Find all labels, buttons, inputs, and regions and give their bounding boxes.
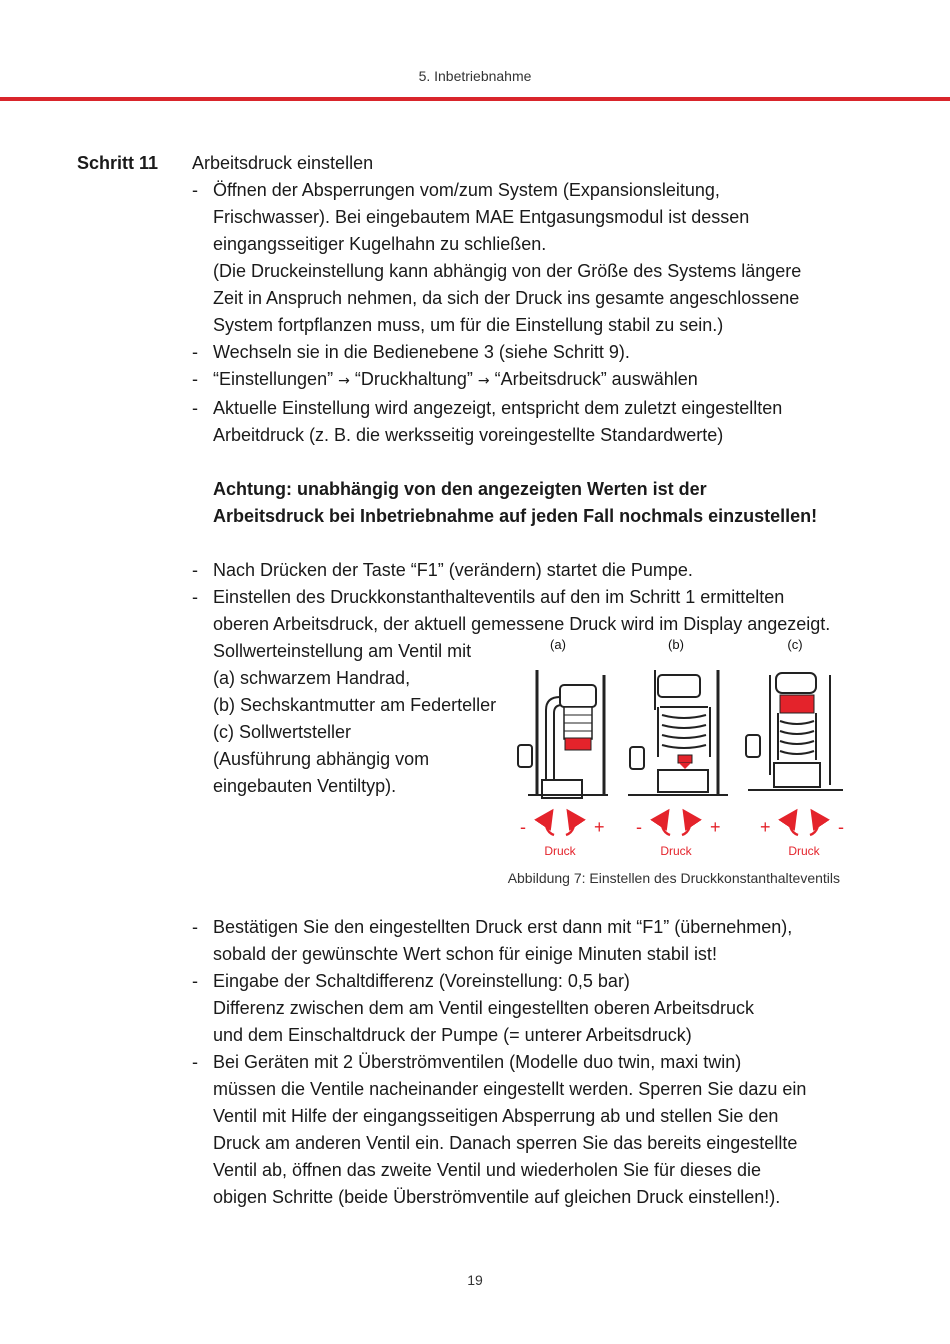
druck-label: Druck [788, 844, 820, 858]
text-line: Wechseln sie in die Bedienebene 3 (siehe Schritt 9). [213, 342, 630, 362]
text-line: (Ausführung abhängig vom [213, 749, 430, 769]
text-line: (c) Sollwertsteller [213, 722, 352, 742]
sign-right: + [594, 817, 605, 837]
setpoint-description [213, 638, 513, 800]
text-line: Differenz zwischen dem am Ventil eingestellten oberen Arbeitsdruck [213, 998, 754, 1018]
panel-label: (c) [787, 637, 803, 652]
step-content [192, 150, 882, 1211]
valve-b-illustration [628, 637, 728, 795]
text-line: Frischwasser). Bei eingebautem MAE Entgasungsmodul ist dessen [213, 207, 750, 227]
list-item: - Eingabe der Schaltdifferenz (Voreinstellung: 0,5 bar) Differenz zwischen dem am Ventil eingestellten oberen Arbeitsdruck und dem Einschaltdruck der Pumpe (= unterer Arbeitsdruck) [192, 968, 882, 1049]
text-line: eingangsseitiger Kugelhahn zu schließen. [213, 234, 547, 254]
list-item: - Wechseln sie in die Bedienebene 3 (siehe Schritt 9). [192, 339, 882, 366]
page-number: 19 [467, 1272, 483, 1288]
text-line: Bei Geräten mit 2 Überströmventilen (Modelle duo twin, maxi twin) [213, 1052, 742, 1072]
text-line: Öffnen der Absperrungen vom/zum System (Expansionsleitung, [213, 180, 720, 200]
text-line: Arbeitsdruck bei Inbetriebnahme auf jeden Fall nochmals einzustellen! [213, 506, 818, 526]
text-line: sobald der gewünschte Wert schon für einige Minuten stabil ist! [213, 944, 717, 964]
arrow-right-icon: → [477, 373, 490, 389]
text-line: Ventil ab, öffnen das zweite Ventil und wiederholen Sie für dieses die [213, 1160, 762, 1180]
list-item: - “Einstellungen” → “Druckhaltung” → “Arbeitsdruck” auswählen [192, 366, 882, 395]
running-header: 5. Inbetriebnahme [418, 68, 532, 84]
sign-left: + [760, 817, 771, 837]
valve-a-illustration [518, 637, 608, 798]
panel-label: (b) [668, 637, 684, 652]
menu-path: “Einstellungen” → “Druckhaltung” → “Arbeitsdruck” auswählen [213, 369, 698, 389]
figure-row [192, 638, 882, 868]
rotation-indicator-b [636, 817, 721, 858]
sign-left: - [520, 817, 526, 837]
valve-c-illustration [746, 637, 843, 790]
text-line: obigen Schritte (beide Überströmventile auf gleichen Druck einstellen!). [213, 1187, 781, 1207]
text-line: Bestätigen Sie den eingestellten Druck erst dann mit “F1” (übernehmen), [213, 917, 793, 937]
text-line: System fortpflanzen muss, um für die Einstellung stabil zu sein.) [213, 315, 724, 335]
sign-right: - [838, 817, 844, 837]
text-line: und dem Einschaltdruck der Pumpe (= unterer Arbeitsdruck) [213, 1025, 692, 1045]
list-item: - Nach Drücken der Taste “F1” (verändern) startet die Pumpe. [192, 557, 882, 584]
text-line: Druck am anderen Ventil ein. Danach sperren Sie das bereits eingestellte [213, 1133, 798, 1153]
step-label: Schritt 11 [77, 153, 159, 173]
arrow-right-icon: → [338, 373, 350, 389]
text-line: Arbeitdruck (z. B. die werksseitig voreingestellte Standardwerte) [213, 425, 724, 445]
text-line: Ventil mit Hilfe der eingangsseitigen Absperrung ab und stellen Sie den [213, 1106, 779, 1126]
text-line: oberen Arbeitsdruck, der aktuell gemessene Druck wird im Display angezeigt. [213, 614, 831, 634]
panel-label: (a) [550, 637, 566, 652]
text-line: Aktuelle Einstellung wird angezeigt, entspricht dem zuletzt eingestellten [213, 398, 783, 418]
text-line: Sollwerteinstellung am Ventil mit [213, 641, 472, 661]
text-line: Eingabe der Schaltdifferenz (Voreinstellung: 0,5 bar) [213, 971, 630, 991]
text-line: Achtung: unabhängig von den angezeigten Werten ist der [213, 479, 707, 499]
header-rule [0, 97, 950, 101]
valve-adjustment-figure [508, 635, 848, 865]
text-line: Einstellen des Druckkonstanthalteventils auf den im Schritt 1 ermittelten [213, 587, 785, 607]
text-line: (Die Druckeinstellung kann abhängig von der Größe des Systems längere [213, 261, 802, 281]
text-line: (a) schwarzem Handrad, [213, 668, 411, 688]
text-line: eingebauten Ventiltyp). [213, 776, 397, 796]
text-line: (b) Sechskantmutter am Federteller [213, 695, 497, 715]
list-item: - Aktuelle Einstellung wird angezeigt, entspricht dem zuletzt eingestellten Arbeitdruck (z. B. die werksseitig voreingestellte Standardwerte) [192, 395, 882, 449]
text-line: Zeit in Anspruch nehmen, da sich der Druck ins gesamte angeschlossene [213, 288, 800, 308]
rotation-indicator-c [760, 817, 844, 858]
list-item: - Öffnen der Absperrungen vom/zum System (Expansionsleitung, Frischwasser). Bei eingebautem MAE Entgasungsmodul ist dessen eingangsseitiger Kugelhahn zu schließen. (Die Druckeinstellung kann abhängig von der Größe des Systems längere Zeit in Anspruch nehmen, da sich der Druck ins gesamte angeschlossene System fortpflanzen muss, um für die Einstellung stabil zu sein.) [192, 177, 882, 339]
text-line: müssen die Ventile nacheinander eingestellt werden. Sperren Sie dazu ein [213, 1079, 807, 1099]
druck-label: Druck [544, 844, 576, 858]
sign-left: - [636, 817, 642, 837]
warning-note [192, 476, 882, 530]
sign-right: + [710, 817, 721, 837]
rotation-indicator-a [520, 817, 605, 858]
list-item: - Bestätigen Sie den eingestellten Druck erst dann mit “F1” (übernehmen), sobald der gewünschte Wert schon für einige Minuten stabil ist! [192, 914, 882, 968]
list-item: - Einstellen des Druckkonstanthalteventils auf den im Schritt 1 ermittelten oberen Arbeitsdruck, der aktuell gemessene Druck wird im Display angezeigt. [192, 584, 882, 638]
druck-label: Druck [660, 844, 692, 858]
text-line: Nach Drücken der Taste “F1” (verändern) startet die Pumpe. [213, 560, 693, 580]
list-item: - Bei Geräten mit 2 Überströmventilen (Modelle duo twin, maxi twin) müssen die Ventile nacheinander eingestellt werden. Sperren Sie dazu ein Ventil mit Hilfe der eingangsseitigen Absperrung ab und stellen Sie den Druck am anderen Ventil ein. Danach sperren Sie das bereits eingestellte Ventil ab, öffnen das zweite Ventil und wiederholen Sie für dieses die obigen Schritte (beide Überströmventile auf gleichen Druck einstellen!). [192, 1049, 882, 1211]
figure-caption: Abbildung 7: Einstellen des Druckkonstanthalteventils [507, 870, 840, 886]
step-title: Arbeitsdruck einstellen [192, 153, 374, 173]
